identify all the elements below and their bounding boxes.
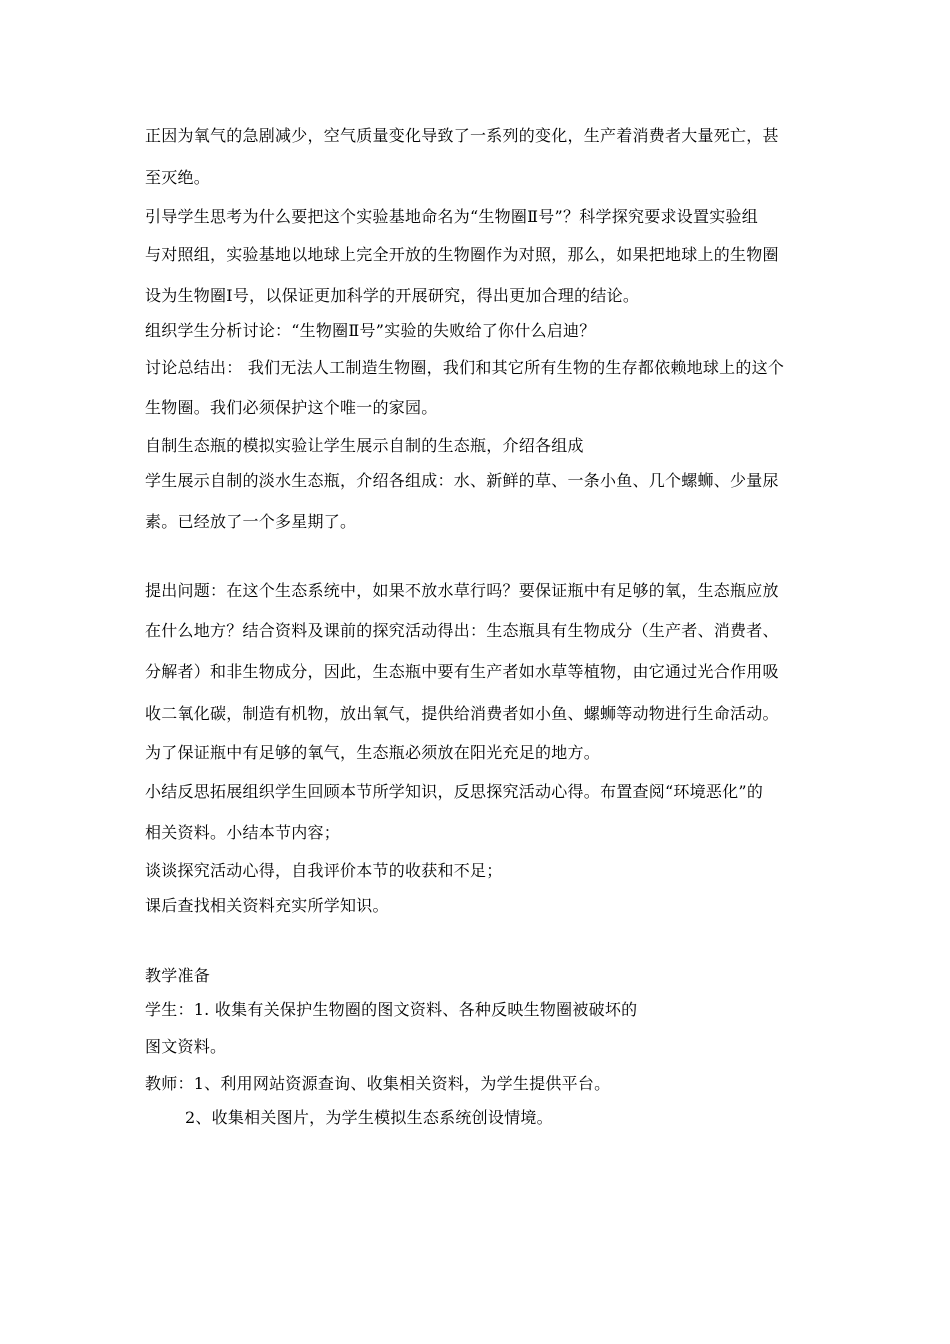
paragraph-line: 素。已经放了一个多星期了。 [145, 512, 357, 531]
paragraph-line: 2、收集相关图片，为学生模拟生态系统创设情境。 [185, 1108, 553, 1127]
paragraph-line: 引导学生思考为什么要把这个实验基地命名为“生物圈Ⅱ号”？科学探究要求设置实验组 [145, 207, 758, 226]
paragraph-line: 提出问题：在这个生态系统中，如果不放水草行吗？要保证瓶中有足够的氧，生态瓶应放 [145, 581, 779, 600]
paragraph-line: 分解者）和非生物成分，因此，生态瓶中要有生产者如水草等植物，由它通过光合作用吸 [145, 662, 779, 681]
paragraph-line: 图文资料。 [145, 1037, 227, 1056]
paragraph-line: 学生展示自制的淡水生态瓶，介绍各组成：水、新鲜的草、一条小鱼、几个螺蛳、少量尿 [145, 471, 779, 490]
paragraph-line: 与对照组，实验基地以地球上完全开放的生物圈作为对照，那么，如果把地球上的生物圈 [145, 245, 779, 264]
paragraph-line: 为了保证瓶中有足够的氧气，生态瓶必须放在阳光充足的地方。 [145, 743, 601, 762]
paragraph-line: 生物圈。我们必须保护这个唯一的家园。 [145, 398, 438, 417]
section-heading: 教学准备 [145, 966, 211, 985]
paragraph-line: 在什么地方？结合资料及课前的探究活动得出：生态瓶具有生物成分（生产者、消费者、 [145, 621, 779, 640]
paragraph-line: 教师：1、利用网站资源查询、收集相关资料，为学生提供平台。 [145, 1074, 611, 1093]
paragraph-line: 至灭绝。 [145, 168, 211, 187]
paragraph-line: 收二氧化碳，制造有机物，放出氧气，提供给消费者如小鱼、螺蛳等动物进行生命活动。 [145, 704, 779, 723]
paragraph-line: 组织学生分析讨论：“生物圈Ⅱ号”实验的失败给了你什么启迪？ [145, 321, 596, 340]
paragraph-line: 课后查找相关资料充实所学知识。 [145, 896, 389, 915]
paragraph-line: 讨论总结出： 我们无法人工制造生物圈，我们和其它所有生物的生存都依赖地球上的这个 [145, 358, 785, 377]
paragraph-line: 设为生物圈Ⅰ号，以保证更加科学的开展研究，得出更加合理的结论。 [145, 286, 640, 305]
paragraph-line: 谈谈探究活动心得，自我评价本节的收获和不足； [145, 861, 503, 880]
paragraph-line: 小结反思拓展组织学生回顾本节所学知识，反思探究活动心得。布置查阅“环境恶化”的 [145, 782, 764, 801]
paragraph-line: 相关资料。小结本节内容； [145, 823, 341, 842]
paragraph-line: 自制生态瓶的模拟实验让学生展示自制的生态瓶，介绍各组成 [145, 436, 584, 455]
paragraph-line: 正因为氧气的急剧减少，空气质量变化导致了一系列的变化，生产着消费者大量死亡，甚 [145, 126, 779, 145]
paragraph-line: 学生：1. 收集有关保护生物圈的图文资料、各种反映生物圈被破坏的 [145, 1000, 638, 1019]
